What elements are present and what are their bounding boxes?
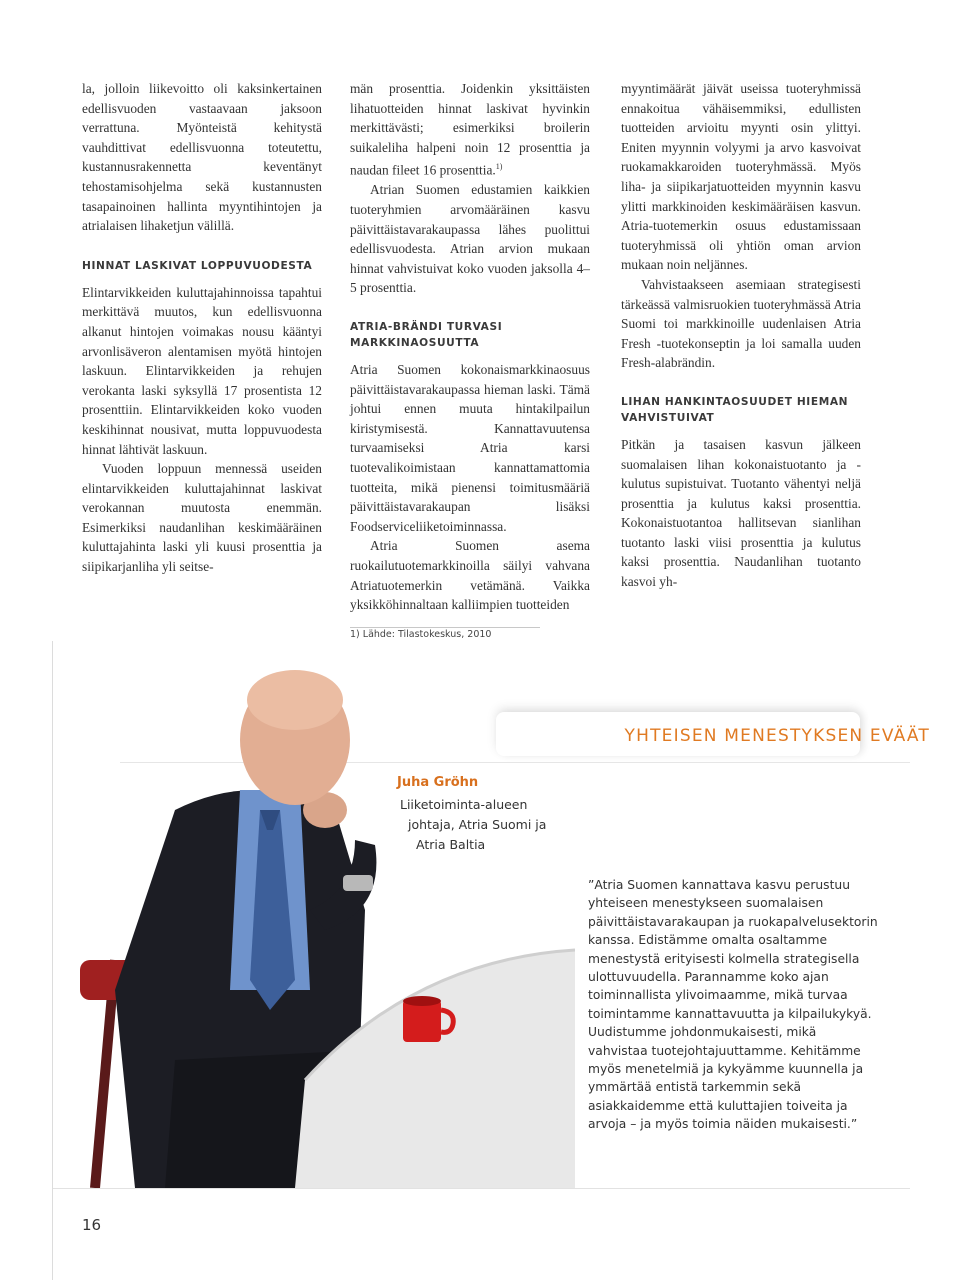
feature-box-bottom-rule <box>52 1188 910 1189</box>
paragraph: Atria Suomen kokonaismarkkinaosuus päivittäistavarakaupassa hieman laski. Tämä johtui ennen muuta hintakilpailun kiristymisestä. Kannattavuutensa turvaamiseksi Atria karsi tuotevalikoimistaan kannattamattomia tuotteita, mikä pienensi toimitusmääriä päivittäistavarakaupan lisäksi Foodserviceliiketoiminnassa. <box>350 362 590 534</box>
text-column-3 <box>621 79 861 592</box>
person-role <box>400 795 570 855</box>
paragraph: Elintarvikkeiden kuluttajahinnoissa tapahtui merkittävä muutos, kun edellisvuonna alkanut hintojen voimakas nousu kääntyi arvonlisäveron alentamisen myötä hintojen laskuun. Elintarvikkeiden ja rehujen verokanta laski syksyllä 17 prosentista 12 prosenttiin. Elintarvikkeiden koko vuoden keskihinnat nousivat, mutta loppuvuodesta hinnat lähtivät laskuun. <box>82 284 322 457</box>
page-edge-rule <box>52 1188 53 1280</box>
paragraph: Vuoden loppuun mennessä useiden elintarvikkeiden kuluttajahinnat laskivat verokannan muutosta enemmän. Esimerkiksi naudanlihan keskimääräinen kuluttajahinta laski yli kuusi prosenttia ja siipikarjanliha yli seitse- <box>82 461 322 575</box>
paragraph-text: män prosenttia. Joidenkin yksittäisten lihatuotteiden hinnat laskivat hyvinkin merkittävästi; esimerkiksi broilerin suikaleliha halpeni noin 12 prosenttia ja naudan fileet 16 prosenttia. <box>350 81 590 178</box>
paragraph: la, jolloin liikevoitto oli kaksinkertainen edellisvuoden vastaavaan jaksoon verrattuna. Myönteistä kehitystä vauhdittivat edellisvuonna toteutettu, kustannusrakennetta keventänyt tehostamisohjelma sekä kustannusten tasapainoinen hallinta myyntihintojen ja atrialaisen lihaketjun välillä. <box>82 81 322 234</box>
page-number: 16 <box>82 1216 102 1234</box>
footnote-ref: 1) <box>495 162 503 172</box>
role-line: Liiketoiminta-alueen <box>400 797 528 812</box>
paragraph: Pitkän ja tasaisen kasvun jälkeen suomalaisen lihan kokonaistuotanto ja -kulutus supistuivat. Tuotanto vähentyi neljä prosenttia ja kulutus kaksi prosenttia. Kokonaistuotantoa hallitsevan sianlihan tuotanto laski viisi prosenttia ja kulutus kaksi prosenttia. Naudanlihan tuotanto kasvoi yh- <box>621 436 861 590</box>
portrait-photo <box>55 660 575 1188</box>
section-heading: HINNAT LASKIVAT LOPPUVUODESTA <box>82 259 313 272</box>
quote-text: ”Atria Suomen kannattava kasvu perustuu yhteiseen menestykseen suomalaisen päivittäistavarakaupan ja ruokapalvelusektorin kanssa. Edistämme omalta osaltamme menestystä erityisesti kolmella strategisella ulottuvuudella. Parannamme koko ajan toiminnallista ylivoimaamme, mikä turvaa toimintamme kannattavuutta ja kilpailukykyä. Uudistumme johdonmukaisesti, mikä vahvistaa tuotejohtajuuttamme. Kehitämme myös menetelmiä ja kykyämme kuunnella ja ymmärtää entistä tarkemmin sekä asiakkaidemme että kuluttajien toiveita ja arvoja – ja myös toimia näiden mukaisesti.” <box>588 878 878 1132</box>
person-name: Juha Gröhn <box>397 775 479 790</box>
paragraph: Atrian Suomen edustamien kaikkien tuoteryhmien arvomääräinen kasvu päivittäistavarakaupassa lähes puolittui edellisvuodesta. Atrian arvion mukaan hinnat vahvistuivat koko vuoden jaksolla 4–5 prosenttia. <box>350 182 590 296</box>
section-heading: ATRIA-BRÄNDI TURVASI MARKKINAOSUUTTA <box>350 321 503 349</box>
paragraph: myyntimäärät jäivät useissa tuoteryhmissä ennakoitua vähäisemmiksi, edullisten tuotteiden arvioitu myynti osin ylittyi. Eniten myynnin volyymi ja arvo kasvoivat ruokamakkaroiden tuoteryhmässä. Myös liha- ja siipikarjatuotteiden myynnin kasvu ylitti markkinoiden keskimääräisen kasvun. Atria-tuotemerkin osuus edustamissaan tuoteryhmissä oli yhtiön oman arvion mukaan noin neljännes. <box>621 81 861 273</box>
role-line: johtaja, Atria Suomi ja <box>408 817 547 832</box>
text-column-2 <box>350 79 590 615</box>
feature-box-title: YHTEISEN MENESTYKSEN EVÄÄT <box>624 726 930 746</box>
paragraph <box>350 79 590 180</box>
footnote-divider <box>350 627 540 628</box>
section-heading: LIHAN HANKINTAOSUUDET HIEMAN VAHVISTUIVAT <box>621 395 849 424</box>
paragraph: Atria Suomen asema ruokailutuotemarkkinoilla säilyi vahvana Atriatuotemerkin vetämänä. Vaikka yksikköhinnaltaan kalliimpien tuotteiden <box>350 538 590 613</box>
role-line: Atria Baltia <box>416 837 486 852</box>
text-column-1 <box>82 79 322 577</box>
footnote: 1) Lähde: Tilastokeskus, 2010 <box>350 629 492 640</box>
paragraph: Vahvistaakseen asemiaan strategisesti tärkeässä valmisruokien tuoteryhmässä Atria Suomi toi markkinoille uudenlaisen Atria Fresh -tuotekonseptin ja loi samalla uuden Fresh-alabrändin. <box>621 276 861 371</box>
